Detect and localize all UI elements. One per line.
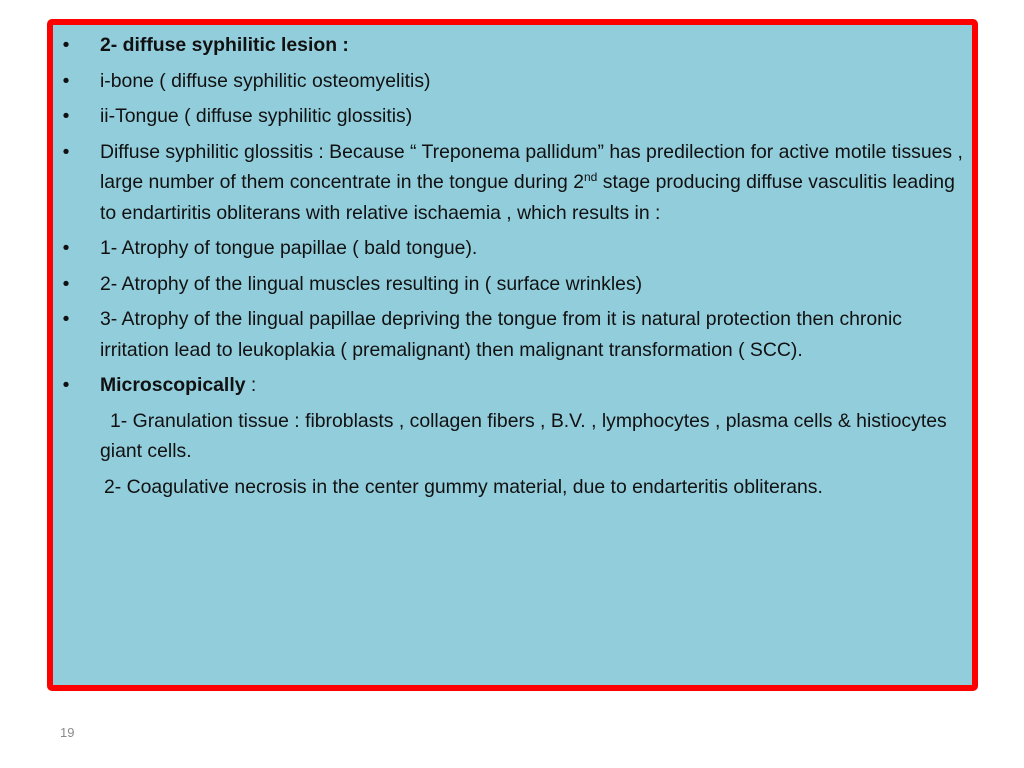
bullet-icon: •: [62, 34, 70, 56]
bullet-item-heading: [62, 30, 970, 61]
bullet-icon: •: [62, 272, 70, 295]
bullet-icon: •: [62, 69, 70, 92]
sub-item-granulation: [100, 406, 970, 467]
bullet-text: i-bone ( diffuse syphilitic osteomyelitis): [100, 69, 431, 92]
bullet-item-bone: [62, 66, 970, 97]
microscopically-suffix: :: [245, 374, 257, 396]
bullet-item-tongue: [62, 101, 970, 132]
slide-content: [62, 30, 970, 507]
bullet-text: 2- Atrophy of the lingual muscles resulting in ( surface wrinkles): [100, 272, 643, 295]
microscopically-label: Microscopically: [100, 374, 246, 396]
bullet-text: Diffuse syphilitic glossitis : Because “ Treponema pallidum” has predilection for active motile tissues , large number of them concentrate in the tongue during 2: [100, 140, 963, 193]
bullet-text-continued: stage producing diffuse vasculitis leading to endartiritis obliterans with relative ischaemia , which results in :: [100, 171, 955, 224]
bullet-icon: •: [62, 308, 70, 330]
sub-item-text: 1- Granulation tissue : fibroblasts , collagen fibers , B.V. , lymphocytes , plasma cells & histiocytes giant cells.: [100, 409, 947, 462]
bullet-text: 3- Atrophy of the lingual papillae depriving the tongue from it is natural protection then chronic irritation lead to leukoplakia ( premalignant) then malignant transformation ( SCC).: [100, 308, 902, 361]
bullet-item-microscopically: [62, 370, 970, 401]
superscript-nd: nd: [584, 170, 598, 184]
bullet-item-atrophy-protection: [62, 304, 970, 365]
sub-item-text: 2- Coagulative necrosis in the center gummy material, due to endarteritis obliterans.: [104, 475, 823, 498]
bullet-icon: •: [62, 105, 70, 127]
bullet-item-atrophy-papillae: [62, 233, 970, 264]
bullet-icon: •: [62, 374, 70, 396]
bullet-text: 1- Atrophy of tongue papillae ( bald tongue).: [100, 237, 478, 259]
page-number: 19: [60, 725, 75, 740]
sub-item-necrosis: [100, 472, 970, 503]
bullet-item-atrophy-muscles: [62, 269, 970, 300]
bullet-text: ii-Tongue ( diffuse syphilitic glossitis): [100, 105, 413, 127]
bullet-icon: •: [62, 237, 70, 259]
heading-text: 2- diffuse syphilitic lesion :: [100, 34, 349, 56]
bullet-icon: •: [62, 140, 70, 163]
bullet-item-glossitis: [62, 137, 970, 229]
